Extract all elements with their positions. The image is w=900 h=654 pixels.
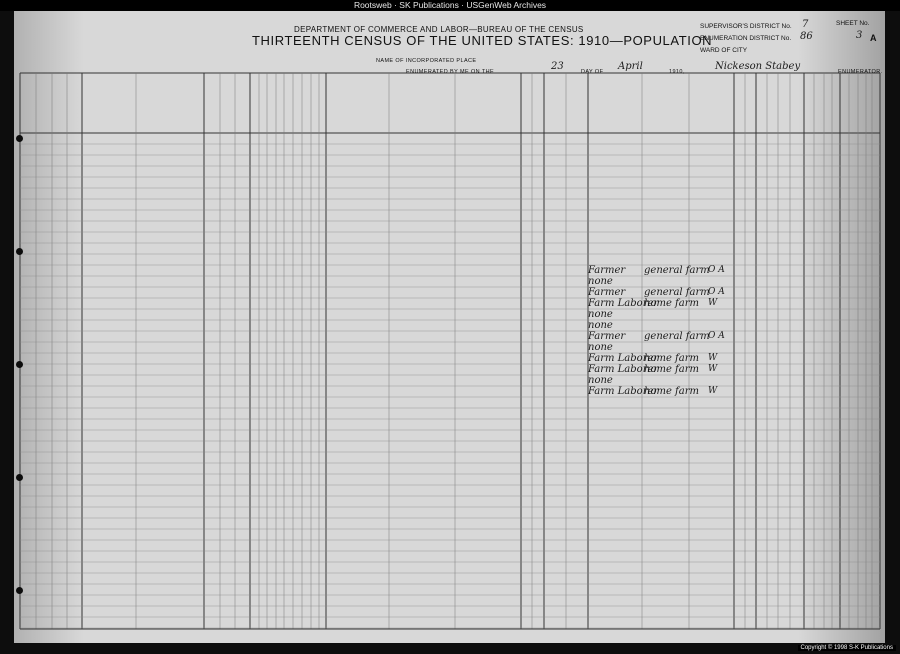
census-entry-row (14, 278, 885, 289)
copyright-notice: Copyright © 1998 S-K Publications (798, 645, 896, 651)
employment-class-cell: O A (708, 331, 725, 341)
occupation-cell: Farm Laborer (588, 353, 659, 364)
occupation-cell: none (588, 342, 613, 353)
sheet-no-label: SHEET No. (836, 20, 870, 27)
census-entry-row (14, 355, 885, 366)
department-heading: DEPARTMENT OF COMMERCE AND LABOR—BUREAU OF THE CENSUS (294, 25, 584, 34)
enumerated-day: 23 (551, 61, 564, 72)
census-entry-row (14, 322, 885, 333)
occupation-cell: Farm Laborer (588, 386, 659, 397)
census-entry-row (14, 366, 885, 377)
industry-cell: home farm (644, 386, 699, 397)
occupation-cell: Farm Laborer (588, 298, 659, 309)
day-of-label: DAY OF (581, 69, 604, 75)
occupation-cell: Farmer (588, 265, 626, 276)
census-entry-row (14, 300, 885, 311)
employment-class-cell: W (708, 364, 718, 374)
industry-cell: home farm (644, 364, 699, 375)
enumerator-name: Nickeson Stabey (715, 61, 801, 72)
supervisor-district-number: 7 (802, 19, 809, 30)
census-sheet (14, 11, 885, 643)
census-entry-row (14, 388, 885, 399)
supervisor-district-label: SUPERVISOR'S DISTRICT No. (700, 23, 792, 30)
employment-class-cell: W (708, 353, 718, 363)
industry-cell: home farm (644, 353, 699, 364)
census-entry-row (14, 333, 885, 344)
occupation-cell: Farmer (588, 287, 626, 298)
enumeration-district-number: 86 (800, 31, 813, 42)
year-label: 1910, (669, 69, 685, 75)
archive-banner: Rootsweb · SK Publications · USGenWeb Archives (0, 0, 900, 11)
enumerated-month: April (618, 61, 643, 72)
census-entry-row (14, 267, 885, 278)
census-title: THIRTEENTH CENSUS OF THE UNITED STATES: 1910—POPULATION (252, 33, 713, 48)
employment-class-cell: W (708, 386, 718, 396)
enumerated-label: ENUMERATED BY ME ON THE (406, 69, 495, 75)
census-entry-row (14, 311, 885, 322)
employment-class-cell: O A (708, 287, 725, 297)
occupation-cell: none (588, 309, 613, 320)
industry-cell: general farm (644, 331, 710, 342)
census-entry-row (14, 377, 885, 388)
industry-cell: home farm (644, 298, 699, 309)
census-entry-row (14, 289, 885, 300)
enumerator-label: ENUMERATOR. (838, 69, 883, 75)
sheet-number: 3 (856, 30, 863, 41)
incorporated-place-label: NAME OF INCORPORATED PLACE (376, 58, 477, 64)
enumeration-district-label: ENUMERATION DISTRICT No. (700, 35, 792, 42)
employment-class-cell: W (708, 298, 718, 308)
industry-cell: general farm (644, 265, 710, 276)
occupation-cell: none (588, 320, 613, 331)
ward-label: WARD OF CITY (700, 47, 748, 54)
sheet-letter: A (870, 33, 877, 43)
industry-cell: general farm (644, 287, 710, 298)
occupation-cell: none (588, 276, 613, 287)
occupation-cell: none (588, 375, 613, 386)
census-entry-row (14, 344, 885, 355)
occupation-cell: Farmer (588, 331, 626, 342)
employment-class-cell: O A (708, 265, 725, 275)
occupation-cell: Farm Laborer (588, 364, 659, 375)
